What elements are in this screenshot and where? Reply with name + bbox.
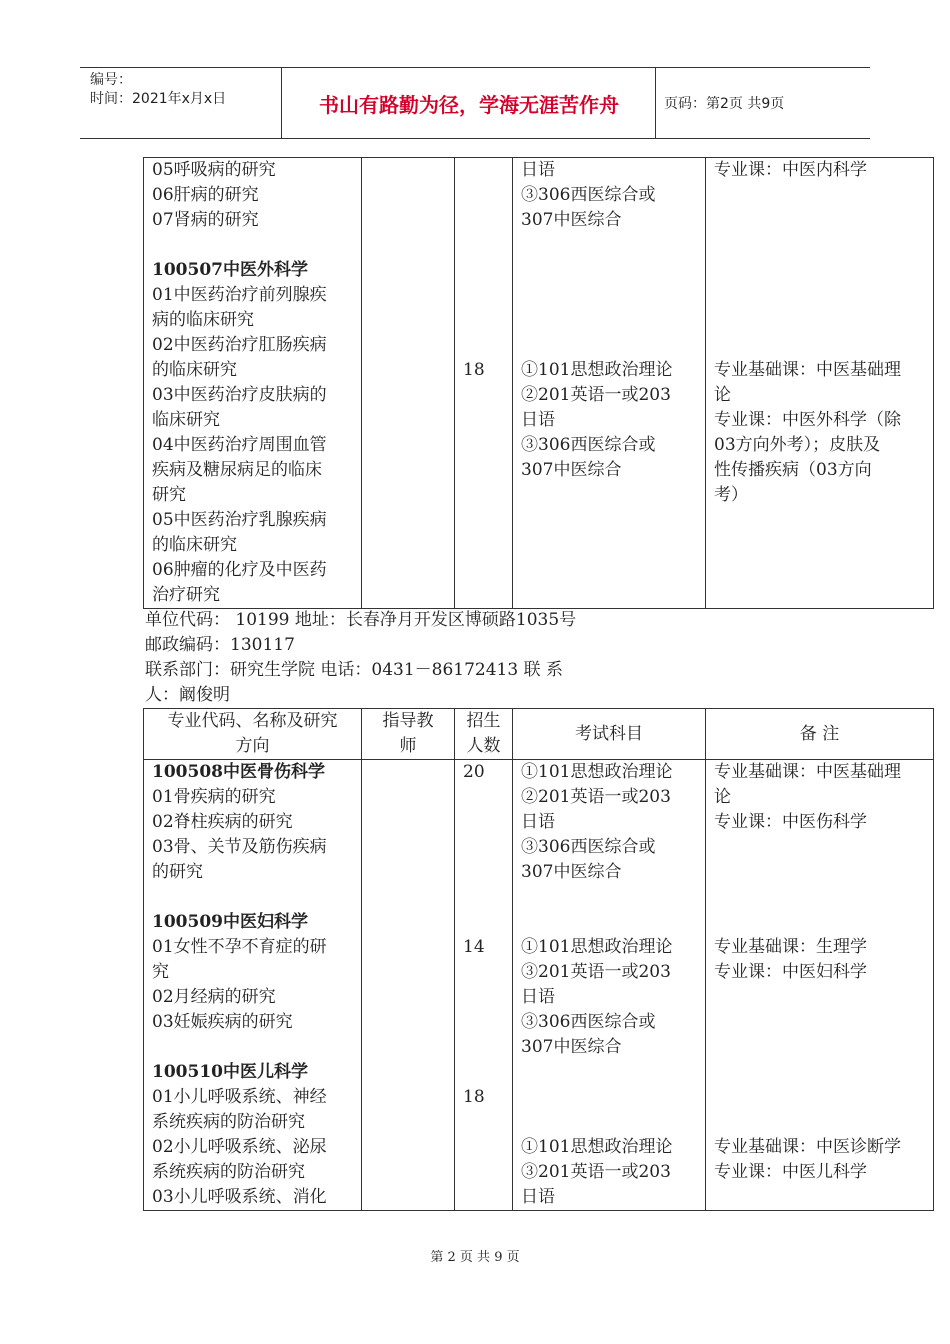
date-label: 时间：2021年x月x日 — [90, 91, 227, 107]
note-line: 专业基础课：中医基础理 — [714, 360, 901, 380]
major-line: 05呼吸病的研究 — [152, 160, 276, 180]
major-line: 的临床研究 — [152, 535, 237, 555]
exam-line: ①101思想政治理论 — [521, 360, 673, 380]
major-cell — [144, 760, 362, 1211]
major-line: 系统疾病的防治研究 — [152, 1162, 305, 1182]
major-line: 疾病及糖尿病足的临床 — [152, 460, 322, 480]
col-header-major: 专业代码、名称及研究 方向 — [144, 709, 362, 760]
note-line: 专业课：中医外科学（除 — [714, 410, 901, 430]
number-label: 编号： — [90, 72, 132, 88]
table-row — [144, 158, 934, 609]
note-line: 专业课：中医儿科学 — [714, 1162, 867, 1182]
note-line: 专业课：中医妇科学 — [714, 962, 867, 982]
note-line: 专业课：中医内科学 — [714, 160, 867, 180]
major-line: 03骨、关节及筋伤疾病 — [152, 837, 327, 857]
major-title: 100508中医骨伤科学 — [152, 762, 325, 782]
note-line: 论 — [714, 385, 731, 405]
note-line: 论 — [714, 787, 731, 807]
contact-dept-phone: 联系部门：研究生学院 电话：0431－86172413 联 系 — [145, 660, 564, 680]
page-header — [80, 67, 870, 139]
major-title: 100510中医儿科学 — [152, 1062, 308, 1082]
note-line: 专业基础课：中医基础理 — [714, 762, 901, 782]
major-line: 02脊柱疾病的研究 — [152, 812, 293, 832]
col-header-exams: 考试科目 — [513, 709, 706, 760]
note-line: 性传播疾病（03方向 — [714, 460, 872, 480]
advisor-cell — [362, 760, 455, 1211]
count-cell — [455, 158, 513, 609]
col-header-advisor: 指导教 师 — [362, 709, 455, 760]
major-line: 01女性不孕不育症的研 — [152, 937, 327, 957]
major-line: 01骨疾病的研究 — [152, 787, 276, 807]
major-cell — [144, 158, 362, 609]
major-title: 100507中医外科学 — [152, 260, 308, 280]
major-line: 05中医药治疗乳腺疾病 — [152, 510, 327, 530]
exam-line: 日语 — [521, 1187, 555, 1207]
major-line: 07肾病的研究 — [152, 210, 259, 230]
exam-line: ③201英语一或203 — [521, 1162, 671, 1182]
exam-line: ②201英语一或203 — [521, 787, 671, 807]
table-header-row — [144, 709, 934, 760]
contact-person: 人：阚俊明 — [145, 685, 230, 705]
exam-line: ①101思想政治理论 — [521, 937, 673, 957]
major-line: 03妊娠疾病的研究 — [152, 1012, 293, 1032]
major-line: 04中医药治疗周围血管 — [152, 435, 327, 455]
exam-cell — [513, 158, 706, 609]
enrollment-count: 14 — [463, 937, 485, 957]
major-line: 01中医药治疗前列腺疾 — [152, 285, 327, 305]
note-line: 专业基础课：生理学 — [714, 937, 867, 957]
exam-line: ③201英语一或203 — [521, 962, 671, 982]
enrollment-count: 20 — [463, 762, 485, 782]
exam-line: 日语 — [521, 410, 555, 430]
page-indicator: 页码：第2页 共9页 — [664, 96, 785, 112]
exam-line: ①101思想政治理论 — [521, 762, 673, 782]
col-header-count: 招生 人数 — [455, 709, 513, 760]
col-header-notes: 备 注 — [706, 709, 934, 760]
major-line: 究 — [152, 962, 169, 982]
major-line: 02小儿呼吸系统、泌尿 — [152, 1137, 327, 1157]
major-line: 03小儿呼吸系统、消化 — [152, 1187, 327, 1207]
motto: 书山有路勤为径，学海无涯苦作舟 — [283, 68, 656, 138]
exam-line: 307中医综合 — [521, 1037, 622, 1057]
major-title: 100509中医妇科学 — [152, 912, 308, 932]
major-line: 的研究 — [152, 862, 203, 882]
notes-cell — [706, 760, 934, 1211]
exam-line: 日语 — [521, 987, 555, 1007]
program-table-continued — [143, 157, 934, 609]
enrollment-count: 18 — [463, 360, 485, 380]
exam-line: ③306西医综合或 — [521, 185, 656, 205]
major-line: 病的临床研究 — [152, 310, 254, 330]
exam-cell — [513, 760, 706, 1211]
advisor-cell — [362, 158, 455, 609]
postal-code: 邮政编码：130117 — [145, 635, 295, 655]
institution-code-address: 单位代码： 10199 地址：长春净月开发区博硕路1035号 — [145, 610, 577, 630]
major-line: 治疗研究 — [152, 585, 220, 605]
note-line: 专业基础课：中医诊断学 — [714, 1137, 901, 1157]
exam-line: ③306西医综合或 — [521, 837, 656, 857]
major-line: 01小儿呼吸系统、神经 — [152, 1087, 327, 1107]
exam-line: ③306西医综合或 — [521, 435, 656, 455]
exam-line: ③306西医综合或 — [521, 1012, 656, 1032]
program-table — [143, 708, 934, 1211]
note-line: 03方向外考）；皮肤及 — [714, 435, 881, 455]
major-line: 03中医药治疗皮肤病的 — [152, 385, 327, 405]
enrollment-count: 18 — [463, 1087, 485, 1107]
major-line: 的临床研究 — [152, 360, 237, 380]
exam-line: ②201英语一或203 — [521, 385, 671, 405]
exam-line: 307中医综合 — [521, 862, 622, 882]
major-line: 02月经病的研究 — [152, 987, 276, 1007]
page-footer: 第 2 页 共 9 页 — [430, 1250, 520, 1265]
exam-line: ①101思想政治理论 — [521, 1137, 673, 1157]
major-line: 06肝病的研究 — [152, 185, 259, 205]
header-meta — [80, 68, 282, 138]
major-line: 02中医药治疗肛肠疾病 — [152, 335, 327, 355]
exam-line: 307中医综合 — [521, 460, 622, 480]
count-cell — [455, 760, 513, 1211]
table-row — [144, 760, 934, 1211]
note-line: 专业课：中医伤科学 — [714, 812, 867, 832]
exam-line: 307中医综合 — [521, 210, 622, 230]
major-line: 06肿瘤的化疗及中医药 — [152, 560, 327, 580]
exam-line: 日语 — [521, 812, 555, 832]
major-line: 研究 — [152, 485, 186, 505]
exam-line: 日语 — [521, 160, 555, 180]
note-line: 考） — [714, 485, 748, 505]
major-line: 系统疾病的防治研究 — [152, 1112, 305, 1132]
major-line: 临床研究 — [152, 410, 220, 430]
notes-cell — [706, 158, 934, 609]
